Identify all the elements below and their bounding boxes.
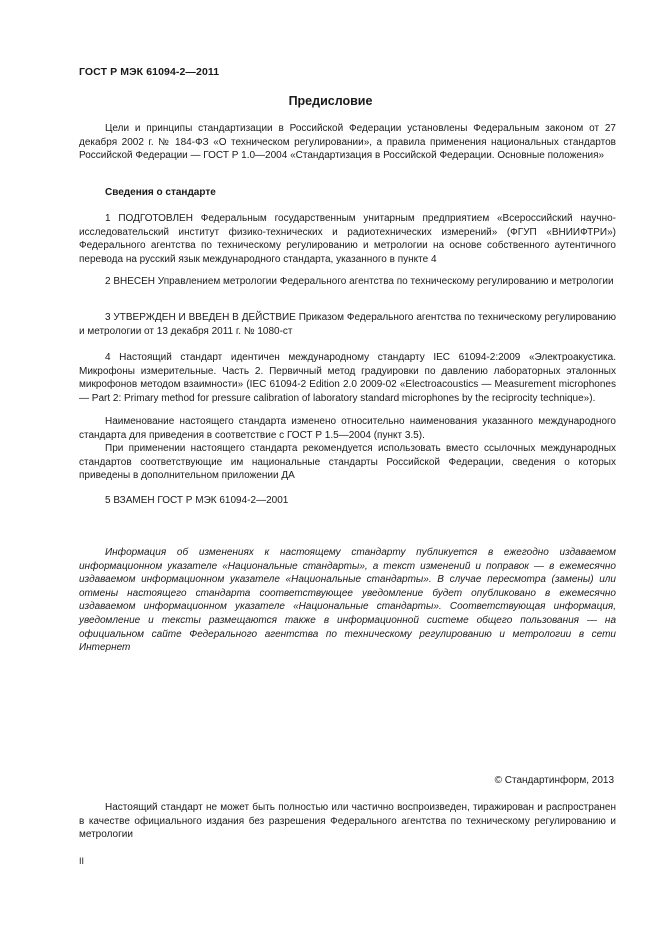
info-item-5: 5 ВЗАМЕН ГОСТ Р МЭК 61094-2—2001 (105, 495, 289, 506)
page-number: II (79, 856, 85, 866)
foreword-intro: Цели и принципы стандартизации в Российской Федерации установлены Федеральным законом от 27 декабря 2002 г. № 184-ФЗ «О техническом регулировании», а правила применения национальных стандартов Российской Федерации — ГОСТ Р 1.0—2004 «Стандартизация в Российской Федерации. Основные положения» (79, 123, 616, 162)
info-item-2: 2 ВНЕСЕН Управлением метрологии Федерального агентства по техническому регулированию и метрологии (105, 276, 614, 287)
copyright: © Стандартинформ, 2013 (494, 775, 614, 786)
legal-notice: Настоящий стандарт не может быть полностью или частично воспроизведен, тиражирован и распространен в качестве официального издания без разрешения Федерального агентства по техническому регулированию и метрологии (79, 802, 616, 841)
info-item-3: 3 УТВЕРЖДЕН И ВВЕДЕН В ДЕЙСТВИЕ Приказом Федерального агентства по техническому регулированию и метрологии от 13 декабря 2011 г. № 1080-ст (79, 312, 616, 337)
foreword-title: Предисловие (288, 94, 373, 108)
info-item-4-name-note: Наименование настоящего стандарта изменено относительно наименования указанного международного стандарта для приведения в соответствие с ГОСТ Р 1.5—2004 (пункт 3.5). (79, 416, 616, 441)
info-item-4: 4 Настоящий стандарт идентичен международному стандарту IEC 61094-2:2009 «Электроакустика. Микрофоны измерительные. Часть 2. Первичный метод градуировки по давлению лабораторных эталонных микрофонов методом взаимности» (IEC 61094-2 Edition 2.0 2009-02 «Electroacoustics — Measurement microphones — Part 2: Primary method for pressure calibration of laboratory standard microphones by the reciprocity technique»). (79, 352, 616, 404)
changes-notice: Информация об изменениях к настоящему стандарту публикуется в ежегодно издаваемом информационном указателе «Национальные стандарты», а текст изменений и поправок — в ежемесячно издаваемом информационном указателе «Национальные стандарты». В случае пересмотра (замены) или отмены настоящего стандарта соответствующее уведомление будет опубликовано в ежемесячно издаваемом информационном указателе «Национальные стандарты». Соответствующая информация, уведомление и тексты размещаются также в информационной системе общего пользования — на официальном сайте Федерального агентства по техническому регулированию и метрологии в сети Интернет (79, 547, 616, 654)
standard-code-header: ГОСТ Р МЭК 61094-2—2011 (79, 66, 220, 78)
info-item-1: 1 ПОДГОТОВЛЕН Федеральным государственным унитарным предприятием «Всероссийский научно-исследовательский институт физико-технических и радиотехнических измерений» (ФГУП «ВНИИФТРИ») Федерального агентства по техническому регулированию и метрологии на основе собственного аутентичного перевода на русский язык международного стандарта, указанного в пункте 4 (79, 213, 616, 265)
standard-info-heading: Сведения о стандарте (105, 187, 216, 198)
info-item-4-refs-note: При применении настоящего стандарта рекомендуется использовать вместо ссылочных международных стандартов соответствующие им национальные стандарты Российской Федерации, сведения о которых приведены в дополнительном приложении ДА (79, 443, 616, 482)
